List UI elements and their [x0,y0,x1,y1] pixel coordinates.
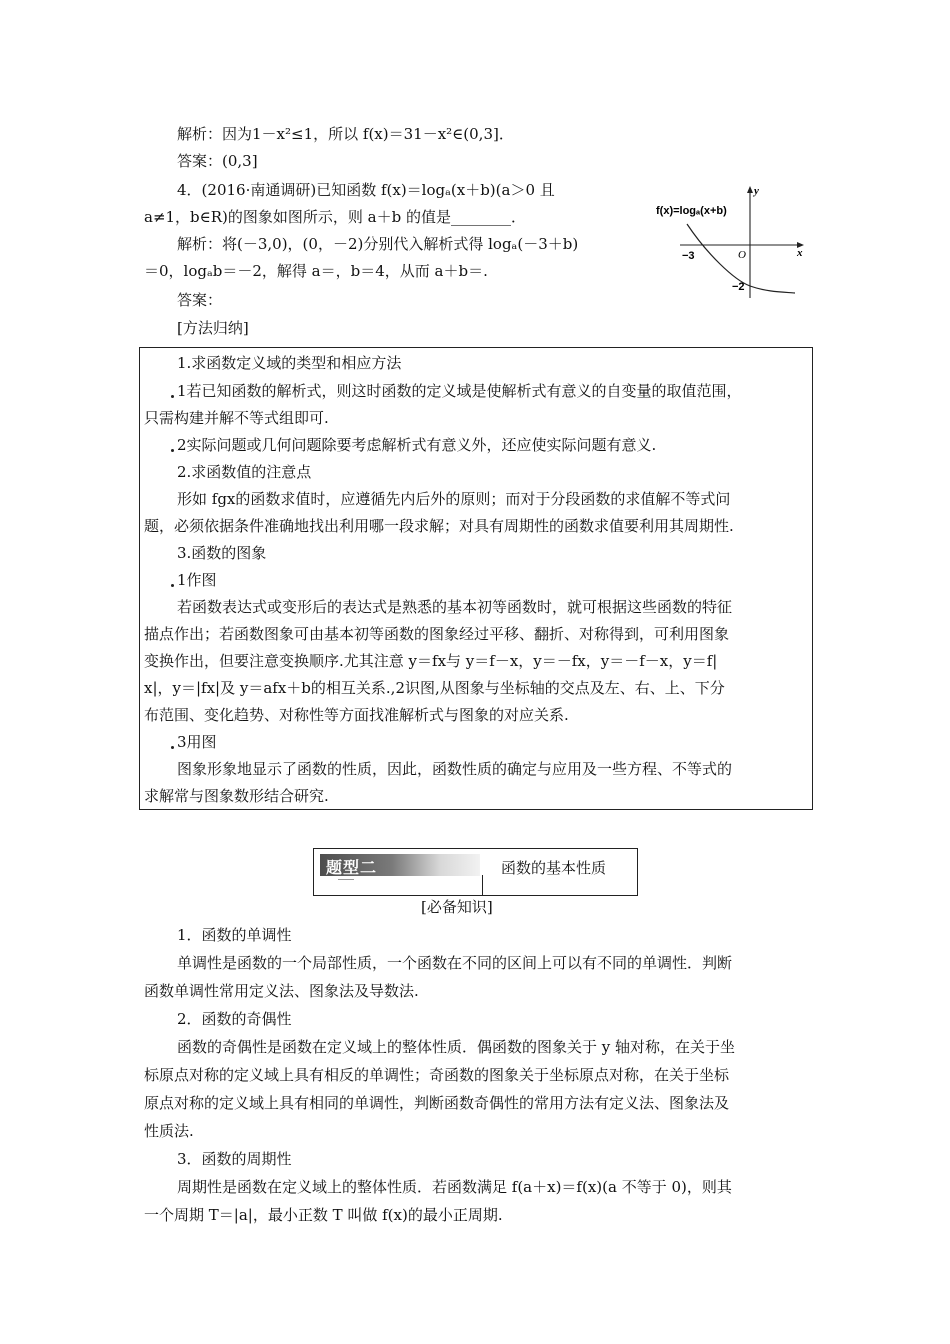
method-summary-heading: [方法归纳] [177,319,249,337]
method-line-16: 图象形象地显示了函数的性质，因此，函数性质的确定与应用及一些方程、不等式的 [177,760,733,778]
answer-q3: 答案：(0,3] [177,152,258,170]
bullet-dot [171,449,174,452]
knowledge-heading-2: 2．函数的奇偶性 [177,1010,292,1028]
origin-label: O [738,249,746,261]
y-axis-arrow [747,186,753,193]
method-line-9: 1作图 [177,571,217,589]
analysis-q4-line2: ＝0，logₐb＝－2，解得 a＝，b＝4，从而 a＋b＝. [144,262,488,280]
required-knowledge-heading: [必备知识] [421,898,493,916]
badge-underline [338,879,354,880]
section-badge-label: 题型二 [326,858,378,877]
method-line-13: x|，y＝|fx|及 y＝afx＋b的相互关系.,2识图,从图象与坐标轴的交点及左、右、上、下分 [144,679,725,697]
x-axis-label: x [797,247,803,259]
y-axis-label: y [754,185,759,197]
question-4-line2: a≠1，b∈R)的图象如图所示，则 a＋b 的值是________． [144,208,526,226]
knowledge-para-2c: 原点对称的定义域上具有相同的单调性，判断函数奇偶性的常用方法有定义法、图象法及 [144,1094,730,1112]
analysis-q4-line1: 解析：将(－3,0)，(0，－2)分别代入解析式得 logₐ(－3＋b) [177,235,579,253]
method-line-10: 若函数表达式或变形后的表达式是熟悉的基本初等函数时，就可根据这些函数的特征 [177,598,733,616]
section-banner [313,848,638,896]
graph-label: f(x)=logₐ(x+b) [656,205,727,217]
section-badge [320,854,480,876]
bullet-dot [171,395,174,398]
method-line-14: 布范围、变化趋势、对称性等方面找准解析式与图象的对应关系. [144,706,569,724]
method-line-17: 求解常与图象数形结合研究. [144,787,329,805]
knowledge-para-2d: 性质法. [144,1122,194,1140]
section-title: 函数的基本性质 [501,859,607,877]
bullet-dot [171,746,174,749]
knowledge-para-2b: 标原点对称的定义域上具有相反的单调性；奇函数的图象关于坐标原点对称，在关于坐标 [144,1066,730,1084]
method-line-2: 1若已知函数的解析式，则这时函数的定义域是使解析式有意义的自变量的取值范围， [177,382,742,400]
method-line-11: 描点作出；若函数图象可由基本初等函数的图象经过平移、翻折、对称得到，可利用图象 [144,625,730,643]
knowledge-para-1b: 函数单调性常用定义法、图象法及导数法. [144,982,419,1000]
method-line-7: 题，必须依据条件准确地找出利用哪一段求解；对具有周期性的函数求值要利用其周期性. [144,517,734,535]
method-line-4: 2实际问题或几何问题除要考虑解析式有意义外，还应使实际问题有意义. [177,436,657,454]
knowledge-para-3a: 周期性是函数在定义域上的整体性质．若函数满足 f(a＋x)＝f(x)(a 不等于 0)，则其 [177,1178,732,1196]
y-intercept-label: −2 [732,281,745,293]
bullet-dot [171,584,174,587]
analysis-q3: 解析：因为1－x²≤1，所以 f(x)＝31－x²∈(0,3]． [177,125,514,143]
log-function-graph [652,182,812,300]
method-line-15: 3用图 [177,733,217,751]
method-line-3: 只需构建并解不等式组即可. [144,409,329,427]
method-line-5: 2.求函数值的注意点 [177,463,312,481]
knowledge-para-3b: 一个周期 T＝|a|，最小正数 T 叫做 f(x)的最小正周期. [144,1206,503,1224]
method-line-1: 1.求函数定义域的类型和相应方法 [177,354,402,372]
question-4-line1: 4．(2016·南通调研)已知函数 f(x)＝logₐ(x＋b)(a＞0 且 [177,181,555,199]
method-line-12: 变换作出，但要注意变换顺序.尤其注意 y＝fx与 y＝f－x，y＝－fx，y＝－f－x，y＝f| [144,652,718,670]
method-line-8: 3.函数的图象 [177,544,267,562]
knowledge-para-2a: 函数的奇偶性是函数在定义域上的整体性质．偶函数的图象关于 y 轴对称，在关于坐 [177,1038,736,1056]
answer-q4: 答案： [177,291,223,309]
method-line-6: 形如 fgx的函数求值时，应遵循先内后外的原则；而对于分段函数的求值解不等式问 [177,490,731,508]
x-intercept-label: −3 [682,250,695,262]
knowledge-heading-3: 3．函数的周期性 [177,1150,292,1168]
banner-divider [482,875,483,895]
knowledge-heading-1: 1．函数的单调性 [177,926,292,944]
knowledge-para-1a: 单调性是函数的一个局部性质，一个函数在不同的区间上可以有不同的单调性．判断 [177,954,733,972]
